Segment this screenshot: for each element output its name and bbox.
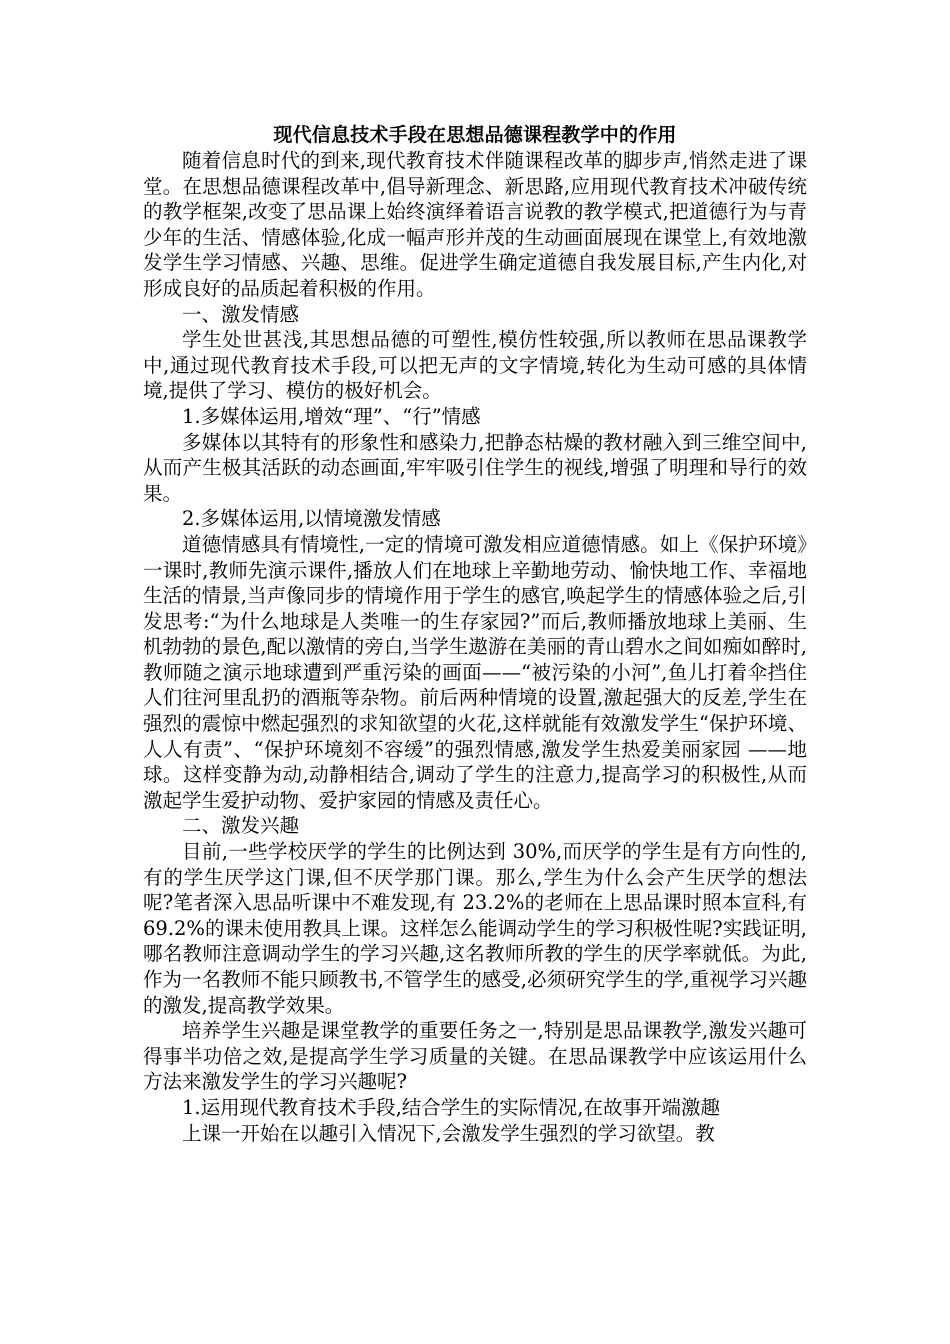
subsection-heading: 1.多媒体运用,增效“理”、“行”情感 <box>182 404 481 428</box>
paragraph: 培养学生兴趣是课堂教学的重要任务之一,特别是思品课教学,激发兴趣可得事半功倍之效,是提高学生学习质量的关键。在思品课教学中应该运用什么方法来激发学生的学习兴趣呢? <box>143 1019 807 1094</box>
subsection-heading: 1.运用现代教育技术手段,结合学生的实际情况,在故事开端激趣 <box>182 1095 721 1119</box>
paragraph: 多媒体以其特有的形象性和感染力,把静态枯燥的教材融入到三维空间中,从而产生极其活跃的动态画面,牢牢吸引住学生的视线,增强了明理和导行的效果。 <box>143 430 807 505</box>
document-body <box>143 148 807 1146</box>
paragraph: 目前,一些学校厌学的学生的比例达到 30%,而厌学的学生是有方向性的,有的学生厌学这门课,但不厌学那门课。那么,学生为什么会产生厌学的想法呢?笔者深入思品听课中不难发现,有 23.2%的老师在上思品课时照本宣科,有 69.2%的课未使用教具上课。这样怎么能调动学生的学习积极性呢?实践证明,哪名教师注意调动学生的学习兴趣,这名教师所教的学生的厌学率就低。为此,作为一名教师不能只顾教书,不管学生的感受,必须研究学生的学,重视学习兴趣的激发,提高教学效果。 <box>143 840 807 1017</box>
paragraph: 学生处世甚浅,其思想品德的可塑性,模仿性较强,所以教师在思品课教学中,通过现代教育技术手段,可以把无声的文字情境,转化为生动可感的具体情境,提供了学习、模仿的极好机会。 <box>143 328 807 403</box>
paragraph: 道德情感具有情境性,一定的情境可激发相应道德情感。如上《保护环境》一课时,教师先演示课件,播放人们在地球上辛勤地劳动、愉快地工作、幸福地生活的情景,当声像同步的情境作用于学生的感官,唤起学生的情感体验之后,引发思考:“为什么地球是人类唯一的生存家园?”而后,教师播放地球上美丽、生机勃勃的景色,配以激情的旁白,当学生遨游在美丽的青山碧水之间如痴如醉时,教师随之演示地球遭到严重污染的画面——“被污染的小河”,鱼儿打着伞挡住人们往河里乱扔的酒瓶等杂物。前后两种情境的设置,激起强大的反差,学生在强烈的震惊中燃起强烈的求知欲望的火花,这样就能有效激发学生“保护环境、人人有责”、“保护环境刻不容缓”的强烈情感,激发学生热爱美丽家园 ——地球。这样变静为动,动静相结合,调动了学生的注意力,提高学习的积极性,从而激起学生爱护动物、爱护家园的情感及责任心。 <box>143 532 807 812</box>
section-heading-emotion: 一、激发情感 <box>182 302 300 326</box>
document-title: 现代信息技术手段在思想品德课程教学中的作用 <box>273 124 677 146</box>
section-heading-interest: 二、激发兴趣 <box>182 814 300 838</box>
subsection-heading: 2.多媒体运用,以情境激发情感 <box>182 507 441 531</box>
intro-paragraph: 随着信息时代的到来,现代教育技术伴随课程改革的脚步声,悄然走进了课堂。在思想品德课程改革中,倡导新理念、新思路,应用现代教育技术冲破传统的教学框架,改变了思品课上始终演绎着语言说教的教学模式,把道德行为与青少年的生活、情感体验,化成一幅声形并茂的生动画面展现在课堂上,有效地激发学生学习情感、兴趣、思维。促进学生确定道德自我发展目标,产生内化,对形成良好的品质起着积极的作用。 <box>143 149 807 300</box>
paragraph: 上课一开始在以趣引入情况下,会激发学生强烈的学习欲望。教 <box>182 1121 715 1145</box>
